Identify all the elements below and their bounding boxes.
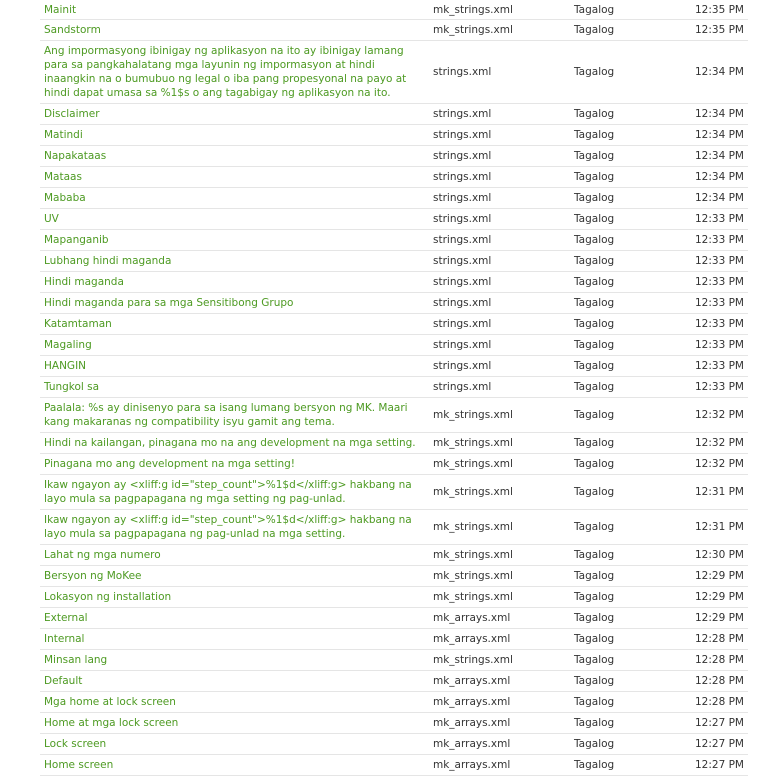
- language: Tagalog: [574, 360, 615, 372]
- timestamp: 12:34 PM: [695, 171, 744, 183]
- table-row: [40, 356, 748, 377]
- string-link[interactable]: Katamtaman: [44, 318, 112, 330]
- timestamp: 12:27 PM: [695, 738, 744, 750]
- table-row: [40, 398, 748, 433]
- language: Tagalog: [574, 108, 615, 120]
- file-name: mk_strings.xml: [433, 409, 513, 421]
- timestamp: 12:35 PM: [695, 3, 744, 16]
- timestamp: 12:34 PM: [695, 129, 744, 141]
- timestamp: 12:33 PM: [695, 381, 744, 393]
- timestamp: 12:33 PM: [695, 339, 744, 351]
- string-link[interactable]: Hindi na kailangan, pinagana mo na ang development na mga setting.: [44, 437, 416, 449]
- language: Tagalog: [574, 318, 615, 330]
- language: Tagalog: [574, 24, 615, 36]
- file-name: strings.xml: [433, 66, 492, 78]
- table-row: [40, 251, 748, 272]
- language: Tagalog: [574, 381, 615, 393]
- language: Tagalog: [574, 213, 615, 225]
- language: Tagalog: [574, 633, 615, 645]
- table-row: [40, 755, 748, 776]
- language: Tagalog: [574, 591, 615, 603]
- timestamp: 12:33 PM: [695, 255, 744, 267]
- string-link[interactable]: Sandstorm: [44, 24, 101, 36]
- string-link[interactable]: Internal: [44, 633, 85, 645]
- table-row: [40, 20, 748, 41]
- timestamp: 12:32 PM: [695, 458, 744, 470]
- string-link[interactable]: Napakataas: [44, 150, 107, 162]
- language: Tagalog: [574, 129, 615, 141]
- timestamp: 12:33 PM: [695, 297, 744, 309]
- file-name: strings.xml: [433, 276, 492, 288]
- string-link[interactable]: Lubhang hindi maganda: [44, 255, 172, 267]
- file-name: mk_strings.xml: [433, 458, 513, 470]
- timestamp: 12:33 PM: [695, 276, 744, 288]
- table-row: [40, 433, 748, 454]
- table-row: [40, 692, 748, 713]
- file-name: strings.xml: [433, 339, 492, 351]
- file-name: mk_strings.xml: [433, 24, 513, 36]
- language: Tagalog: [574, 675, 615, 687]
- table-row: [40, 41, 748, 104]
- string-link[interactable]: Minsan lang: [44, 654, 108, 666]
- timestamp: 12:33 PM: [695, 234, 744, 246]
- timestamp: 12:27 PM: [695, 717, 744, 729]
- table-row: [40, 587, 748, 608]
- table-row: [40, 335, 748, 356]
- table-row: [40, 377, 748, 398]
- table-row: [40, 671, 748, 692]
- string-link[interactable]: Lokasyon ng installation: [44, 591, 172, 603]
- language: Tagalog: [574, 234, 615, 246]
- file-name: strings.xml: [433, 234, 492, 246]
- timestamp: 12:32 PM: [695, 437, 744, 449]
- file-name: strings.xml: [433, 129, 492, 141]
- string-link[interactable]: Mapanganib: [44, 234, 109, 246]
- string-link[interactable]: Disclaimer: [44, 108, 100, 120]
- string-link[interactable]: Ikaw ngayon ay <xliff:g id="step_count">%1$d</xliff:g> hakbang na layo mula sa pagpapagana ng mga setting ng pag-unlad.: [44, 479, 412, 505]
- language: Tagalog: [574, 339, 615, 351]
- file-name: mk_arrays.xml: [433, 633, 511, 645]
- string-link[interactable]: Lock screen: [44, 738, 107, 750]
- file-name: mk_strings.xml: [433, 3, 513, 16]
- file-name: mk_strings.xml: [433, 437, 513, 449]
- timestamp: 12:31 PM: [695, 486, 744, 498]
- timestamp: 12:34 PM: [695, 150, 744, 162]
- timestamp: 12:28 PM: [695, 654, 744, 666]
- file-name: mk_strings.xml: [433, 549, 513, 561]
- table-row: [40, 629, 748, 650]
- string-link[interactable]: Lahat ng mga numero: [44, 549, 161, 561]
- language: Tagalog: [574, 150, 615, 162]
- file-name: strings.xml: [433, 255, 492, 267]
- string-link[interactable]: Matindi: [44, 129, 83, 141]
- file-name: mk_strings.xml: [433, 521, 513, 533]
- table-row: [40, 713, 748, 734]
- file-name: strings.xml: [433, 150, 492, 162]
- string-link[interactable]: Default: [44, 675, 83, 687]
- string-link[interactable]: Hindi maganda para sa mga Sensitibong Grupo: [44, 297, 294, 309]
- table-row: [40, 734, 748, 755]
- file-name: mk_strings.xml: [433, 570, 513, 582]
- timestamp: 12:28 PM: [695, 696, 744, 708]
- timestamp: 12:33 PM: [695, 360, 744, 372]
- timestamp: 12:34 PM: [695, 108, 744, 120]
- timestamp: 12:30 PM: [695, 549, 744, 561]
- table-row: [40, 650, 748, 671]
- file-name: strings.xml: [433, 171, 492, 183]
- table-row: [40, 146, 748, 167]
- language: Tagalog: [574, 612, 615, 624]
- string-link[interactable]: External: [44, 612, 88, 624]
- language: Tagalog: [574, 276, 615, 288]
- language: Tagalog: [574, 521, 615, 533]
- timestamp: 12:28 PM: [695, 633, 744, 645]
- file-name: mk_arrays.xml: [433, 717, 511, 729]
- language: Tagalog: [574, 3, 615, 16]
- timestamp: 12:31 PM: [695, 521, 744, 533]
- table-row: [40, 188, 748, 209]
- table-row: [40, 125, 748, 146]
- table-row: [40, 475, 748, 510]
- string-link[interactable]: Magaling: [44, 339, 92, 351]
- string-link[interactable]: Paalala: %s ay dinisenyo para sa isang lumang bersyon ng MK. Maari kang makaranas ng compatibility isyu gamit ang tema.: [44, 402, 408, 428]
- string-link[interactable]: Mainit: [44, 3, 77, 16]
- table-row: [40, 167, 748, 188]
- language: Tagalog: [574, 759, 615, 771]
- file-name: strings.xml: [433, 213, 492, 225]
- language: Tagalog: [574, 409, 615, 421]
- string-link[interactable]: Pinagana mo ang development na mga setting!: [44, 458, 296, 470]
- string-link[interactable]: Tungkol sa: [44, 381, 100, 393]
- file-name: strings.xml: [433, 192, 492, 204]
- timestamp: 12:34 PM: [695, 192, 744, 204]
- timestamp: 12:29 PM: [695, 570, 744, 582]
- table-row: [40, 314, 748, 335]
- file-name: mk_strings.xml: [433, 486, 513, 498]
- timestamp: 12:33 PM: [695, 318, 744, 330]
- timestamp: 12:27 PM: [695, 759, 744, 771]
- table-row: [40, 454, 748, 475]
- file-name: strings.xml: [433, 108, 492, 120]
- table-row: [40, 209, 748, 230]
- table-row: [40, 0, 748, 20]
- file-name: mk_arrays.xml: [433, 738, 511, 750]
- table-row: [40, 272, 748, 293]
- language: Tagalog: [574, 549, 615, 561]
- table-row: [40, 104, 748, 125]
- language: Tagalog: [574, 570, 615, 582]
- language: Tagalog: [574, 738, 615, 750]
- language: Tagalog: [574, 717, 615, 729]
- language: Tagalog: [574, 696, 615, 708]
- file-name: mk_arrays.xml: [433, 696, 511, 708]
- string-link[interactable]: Mataas: [44, 171, 82, 183]
- timestamp: 12:34 PM: [695, 66, 744, 78]
- language: Tagalog: [574, 255, 615, 267]
- table-row: [40, 545, 748, 566]
- timestamp: 12:29 PM: [695, 612, 744, 624]
- language: Tagalog: [574, 66, 615, 78]
- language: Tagalog: [574, 192, 615, 204]
- string-link[interactable]: HANGIN: [44, 360, 87, 372]
- language: Tagalog: [574, 171, 615, 183]
- file-name: strings.xml: [433, 360, 492, 372]
- file-name: mk_arrays.xml: [433, 612, 511, 624]
- file-name: mk_strings.xml: [433, 654, 513, 666]
- string-link[interactable]: Mga home at lock screen: [44, 696, 176, 708]
- timestamp: 12:32 PM: [695, 409, 744, 421]
- timestamp: 12:33 PM: [695, 213, 744, 225]
- string-activity-table: [40, 0, 748, 776]
- language: Tagalog: [574, 297, 615, 309]
- string-link[interactable]: UV: [44, 213, 59, 225]
- string-link[interactable]: Ikaw ngayon ay <xliff:g id="step_count">%1$d</xliff:g> hakbang na layo mula sa pagpapagana ng pag-unlad na mga setting.: [44, 514, 412, 540]
- language: Tagalog: [574, 458, 615, 470]
- file-name: mk_strings.xml: [433, 591, 513, 603]
- timestamp: 12:29 PM: [695, 591, 744, 603]
- string-link[interactable]: Bersyon ng MoKee: [44, 570, 142, 582]
- language: Tagalog: [574, 654, 615, 666]
- table-row: [40, 510, 748, 545]
- table-row: [40, 608, 748, 629]
- timestamp: 12:28 PM: [695, 675, 744, 687]
- table-row: [40, 230, 748, 251]
- string-link[interactable]: Home screen: [44, 759, 114, 771]
- table-row: [40, 293, 748, 314]
- file-name: mk_arrays.xml: [433, 759, 511, 771]
- timestamp: 12:35 PM: [695, 24, 744, 36]
- language: Tagalog: [574, 486, 615, 498]
- file-name: strings.xml: [433, 381, 492, 393]
- string-link[interactable]: Home at mga lock screen: [44, 717, 179, 729]
- language: Tagalog: [574, 437, 615, 449]
- string-link[interactable]: Mababa: [44, 192, 86, 204]
- string-link[interactable]: Ang impormasyong ibinigay ng aplikasyon na ito ay ibinigay lamang para sa pangkahalatang mga layunin ng impormasyon at hindi inaangkin na o bumubuo ng legal o iba pang propesyonal na payo at hindi dapat umasa sa %1$s o ang tagabigay ng aplikasyon na ito.: [44, 45, 407, 99]
- table-row: [40, 566, 748, 587]
- string-link[interactable]: Hindi maganda: [44, 276, 124, 288]
- file-name: strings.xml: [433, 297, 492, 309]
- file-name: strings.xml: [433, 318, 492, 330]
- file-name: mk_arrays.xml: [433, 675, 511, 687]
